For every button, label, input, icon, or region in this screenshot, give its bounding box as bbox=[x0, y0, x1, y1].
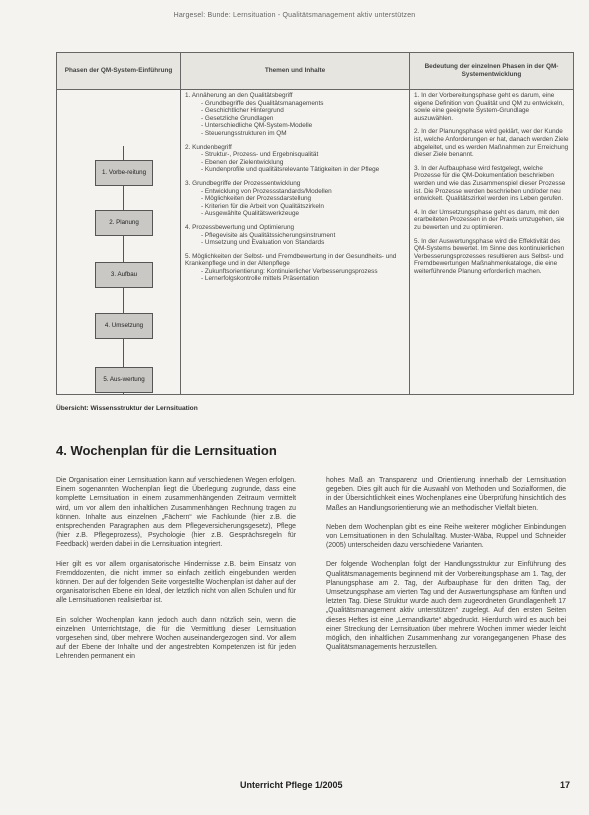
paragraph: Neben dem Wochenplan gibt es eine Reihe weiterer möglicher Einbindungen von Lernsituationen in den Schulalltag. Muster-Wäba, Ruppel und Schneider (2005) unterscheiden dazu verschiedene Varianten. bbox=[326, 523, 566, 550]
meaning-text-3: 3. In der Aufbauphase wird festgelegt, welche Prozesse für die QM-Dokumentation beschrieben werden und wie das Zusammenspiel dieser Prozesse ist. Die Prozesse werden beschrieben und/oder neu entwickelt. Qualitätszirkel werden ins Leben gerufen. bbox=[414, 164, 566, 203]
topic-block-3 bbox=[185, 180, 405, 218]
topic-item: - Umsetzung und Evaluation von Standards bbox=[211, 239, 405, 247]
topic-item: - Grundbegriffe des Qualitätsmanagements bbox=[211, 100, 405, 108]
col-header-phases: Phasen der QM-System-Einführung bbox=[57, 53, 181, 90]
topic-item: - Entwicklung von Prozessstandards/Modellen bbox=[211, 188, 405, 196]
topic-block-2 bbox=[185, 144, 405, 174]
right-column bbox=[326, 476, 566, 662]
paragraph: Hier gilt es vor allem organisatorische Hindernisse z.B. beim Einsatz von Fremddozenten, die nicht immer so einfach zeitlich eingebunden werden können. Der auf der folgenden Seite vorgestellte Wochenplan ist daher auf der organisatorischen Ebene ein Ideal, der letztlich nicht von allen Schulen und für alle Lernsituationen realisierbar ist. bbox=[56, 560, 296, 605]
meaning-text-1: 1. In der Vorbereitungsphase geht es darum, eine eigene Definition von Qualität und QM zu entwickeln, sowie eine geeignete System-Grundlage auszuwählen. bbox=[414, 92, 564, 122]
page-footer bbox=[0, 780, 589, 794]
paragraph: Der folgende Wochenplan folgt der Handlungsstruktur zur Einführung des Qualitätsmanagements beginnend mit der Vorbereitungsphase am 1. Tag, der Planungsphase am 2. Tag, der Aufbauphase für den dritten Tag, der Umsetzungsphase am vierten Tag und der Auswertungsphase am fünften und letzten Tag. Diese Struktur wurde auch dem zugeordneten Grundlagenheft 17 „Qualitätsmanagement aktiv unterstützen“ zugelegt. Auf den ersten Seiten dieses Heftes ist eine „Lernandkarte“ abgedruckt. Hierdurch wird es auch bei einer Streckung der Lernsituation über mehrere Wochen immer wieder leicht möglich, den inhaltlichen Zusammenhang zur vorangegangenen Phase des Qualitätsmanagements herzustellen. bbox=[326, 561, 566, 652]
topic-item: - Lernerfolgskontrolle mittels Präsentation bbox=[211, 275, 405, 283]
page-number: 17 bbox=[560, 780, 571, 790]
table-header-row bbox=[57, 53, 574, 90]
col-header-meaning: Bedeutung der einzelnen Phasen in der QM-Systementwicklung bbox=[410, 53, 574, 90]
phase-box-2: 2. Planung bbox=[95, 210, 153, 236]
topic-block-5 bbox=[185, 253, 405, 283]
topic-item: - Geschichtlicher Hintergrund bbox=[211, 107, 405, 115]
meaning-text-5: 5. In der Auswertungsphase wird die Effektivität des QM-Systems bewertet. Im Sinne des kontinuierlichen Verbesserungsprozesses resultieren aus Selbst- und Fremdbewertungen Maßnahmenkataloge, die eine weiterführende Planung erforderlich machen. bbox=[414, 237, 565, 275]
left-column bbox=[56, 476, 296, 672]
topic-item: - Zukunftsorientierung: Kontinuierlicher Verbesserungsprozess bbox=[211, 268, 405, 276]
meaning-text-2: 2. In der Planungsphase wird geklärt, wer der Kunde ist, welche Anforderungen er hat, danach werden Ziele abgeleitet, und es werden Maßnahmen zur Erreichung dieser Ziele benannt. bbox=[414, 128, 569, 159]
topic-title: 2. Kundenbegriff bbox=[185, 143, 232, 151]
topic-block-4 bbox=[185, 224, 405, 247]
phase-box-1: 1. Vorbe-reitung bbox=[95, 160, 153, 186]
topic-item: - Unterschiedliche QM-System-Modelle bbox=[211, 122, 405, 130]
col-header-topics: Themen und Inhalte bbox=[181, 53, 410, 90]
topic-item: - Kriterien für die Arbeit von Qualitätszirkeln bbox=[211, 203, 405, 211]
topic-item: - Gesetzliche Grundlagen bbox=[211, 115, 405, 123]
magazine-title: Unterricht Pflege 1/2005 bbox=[240, 780, 343, 790]
paragraph: Ein solcher Wochenplan kann jedoch auch dann nützlich sein, wenn die einzelnen Unterrichtstage, die für die Vermittlung dieser Lernsituation vorgesehen sind, über mehrere Wochen auseinandergezogen sind. Vor allem auf der Ebene der Inhalte und der angestrebten Kompetenzen ist für jeden Lehrenden permanent ein bbox=[56, 616, 296, 661]
topic-item: - Möglichkeiten der Prozessdarstellung bbox=[211, 195, 405, 203]
paragraph: Die Organisation einer Lernsituation kann auf verschiedenen Wegen erfolgen. Einem sogenannten Wochenplan liegt die Überlegung zugrunde, dass eine komplette Lernsituation in einem zusammenhängenden Zeitraum vermittelt wird, um vor allem den inhaltlichen Zusammenhängen Rechnung tragen zu können. Inhalte aus einzelnen „Fächern“ wie Fachkunde (hier z.B. die entsprechenden Paragraphen aus dem Pflegeversicherungsgesetz), Pflege (hier z.B. Pflegeprozess), Psychologie (hier z.B. Gesprächsregeln für Feedback) werden dabei in die Lernsituation integriert. bbox=[56, 477, 296, 549]
paragraph: hohes Maß an Transparenz und Orientierung innerhalb der Lernsituation gegeben. Dies gilt auch für die Auswahl von Methoden und Sozialformen, die in der Übersichtlichkeit eines Wochenplanes eine Überprüfung hinsichtlich des Maßes an Handlungsorientierung wie an methodischer Vielfalt bieten. bbox=[326, 477, 566, 512]
topics-cell bbox=[181, 90, 410, 395]
meaning-cell bbox=[410, 90, 574, 395]
topic-item: - Ausgewählte Qualitätswerkzeuge bbox=[211, 210, 405, 218]
topic-item: - Ebenen der Zielentwicklung bbox=[211, 159, 405, 167]
running-header: Hargesel: Bunde: Lernsituation - Qualitätsmanagement aktiv unterstützen bbox=[173, 12, 416, 19]
meaning-text-4: 4. In der Umsetzungsphase geht es darum, mit den erarbeiteten Prozessen in der Praxis umzugehen, sie zu bewerten und zu optimieren. bbox=[414, 208, 565, 231]
topic-title: 5. Möglichkeiten der Selbst- und Fremdbewertung in der Gesundheits- und Krankenpflege und in der Altenpflege bbox=[185, 252, 397, 268]
topic-item: - Kundenprofile und qualitätsrelevante Tätigkeiten in der Pflege bbox=[211, 166, 405, 174]
topic-title: 3. Grundbegriffe der Prozessentwicklung bbox=[185, 179, 301, 187]
topic-block-1 bbox=[185, 92, 405, 138]
phase-box-3: 3. Aufbau bbox=[95, 262, 153, 288]
topic-item: - Pflegevisite als Qualitätssicherungsinstrument bbox=[211, 232, 405, 240]
overview-table bbox=[56, 52, 574, 395]
section-title: 4. Wochenplan für die Lernsituation bbox=[56, 443, 277, 458]
table-caption: Übersicht: Wissensstruktur der Lernsituation bbox=[56, 405, 198, 412]
topic-item: - Struktur-, Prozess- und Ergebnisqualität bbox=[211, 151, 405, 159]
topic-item: - Steuerungsstrukturen im QM bbox=[211, 130, 405, 138]
table-body-row bbox=[57, 90, 574, 395]
phases-cell bbox=[57, 90, 181, 395]
topic-title: 4. Prozessbewertung und Optimierung bbox=[185, 223, 295, 231]
topic-title: 1. Annäherung an den Qualitätsbegriff bbox=[185, 92, 293, 99]
phase-box-4: 4. Umsetzung bbox=[95, 313, 153, 339]
phase-box-5: 5. Aus-wertung bbox=[95, 367, 153, 393]
